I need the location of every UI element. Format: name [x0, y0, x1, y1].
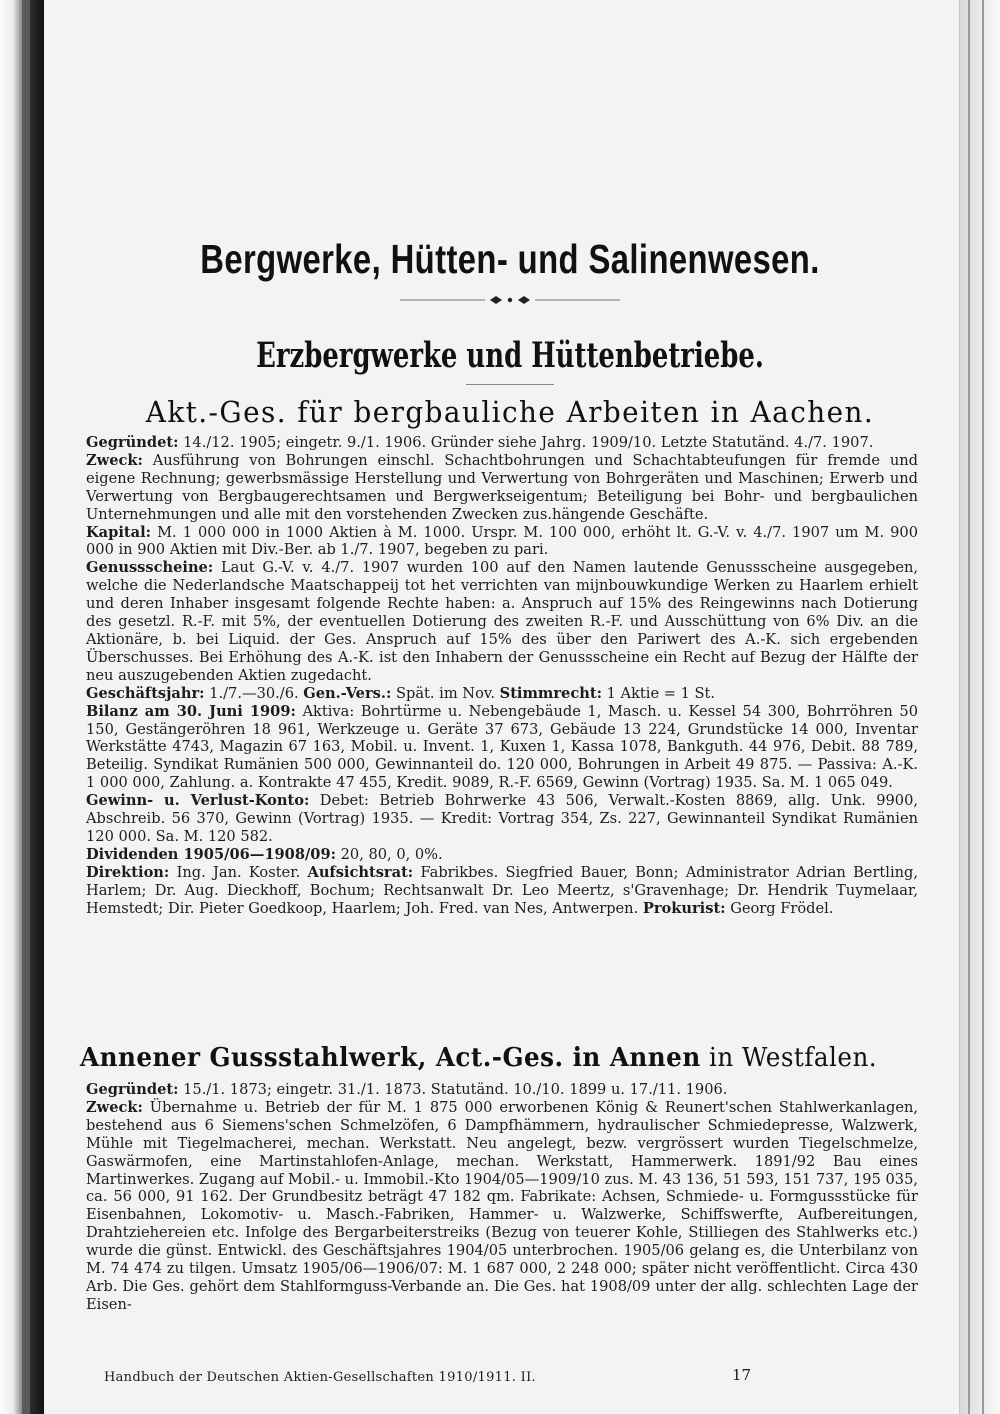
field-label: Direktion:: [86, 863, 170, 881]
entry-paragraph: [86, 846, 918, 864]
company-title-2-main: Annener Gussstahlwerk, Act.-Ges. in Annen: [80, 1042, 701, 1073]
entry-paragraph: [86, 452, 918, 524]
field-label: Geschäftsjahr:: [86, 684, 205, 702]
subsection-title: Erzbergwerke und Hüttenbetriebe.: [256, 335, 764, 376]
company-title-2-tail: in Westfalen.: [700, 1042, 878, 1073]
field-text: 1./7.—30./6.: [204, 684, 304, 702]
field-text: Laut G.-V. v. 4./7. 1907 wurden 100 auf den Namen lautende Genussscheine ausgegeben, welche die Nederlandsche Maatschappeij tot het verrichten van mijnbouwkundige Werken zu Haarlem erhielt und deren Inhaber insgesamt folgende Rechte haben: a. Anspruch auf 15% des Reingewinns nach Dotierung des gesetzl. R.-F. mit 5%, der eventuellen Dotierung des zweiten R.-F. und Ausschüttung von 6% Div. an die Aktionäre, b. bei Liquid. der Ges. Anspruch auf 15% des über den Pariwert des A.-K. sich ergebenden Überschusses. Bei Erhöhung des A.-K. ist den Inhabern der Genussscheine ein Recht auf Bezug der Hälfte der neu auszugebenden Aktien zugedacht.: [86, 559, 918, 684]
company-entry-2: [86, 1081, 918, 1314]
field-text: Debet: Betrieb Bohrwerke 43 506, Verwalt.-Kosten 8869, allg. Unk. 9900, Abschreib. 56 370, Gewinn (Vortrag) 1935. — Kredit: Vortrag 354, Zs. 227, Gewinnanteil Syndikat Rumänien 120 000. Sa. M. 120 582.: [86, 792, 919, 845]
entry-paragraph: [86, 703, 918, 793]
field-label: Genussscheine:: [86, 559, 214, 577]
scan-left-edge: [0, 0, 44, 1414]
field-text: Ausführung von Bohrungen einschl. Schachtbohrungen und Schachtabteufungen für fremde und eigene Rechnung; gewerbsmässige Herstellung und Verwertung von Bohrgeräten und Maschinen; Erwerb und Verwertung von Bergbaugerechtsamen und Bergwerkseigentum; Beteiligung bei Bohr- und bergbaulichen Unternehmungen und alle mit den vorstehenden Zwecken zus.hängende Geschäfte.: [86, 451, 918, 523]
field-label: Gegründet:: [86, 434, 179, 451]
field-text: Aktiva: Bohrtürme u. Nebengebäude 1, Masch. u. Kessel 54 300, Bohrröhren 50 150, Gestängeröhren 18 961, Werkzeuge u. Geräte 37 673, Gebäude 13 224, Grundstücke 14 000, Inventar Werkstätte 4743, Magazin 67 163, Mobil. u. Invent. 1, Kuxen 1, Kassa 1078, Bankguth. 44 976, Debit. 88 789, Beteilig. Syndikat Rumänien 500 000, Gewinnanteil do. 120 000, Bohrungen in Arbeit 49 875. — Passiva: A.-K. 1 000 000, Zahlung. a. Kontrakte 47 455, Kredit. 9089, R.-F. 6569, Gewinn (Vortrag) 1935. Sa. M. 1 065 049.: [86, 702, 918, 792]
field-label: Zweck:: [86, 1098, 143, 1116]
entry-paragraph: [86, 559, 918, 684]
field-text: M. 1 000 000 in 1000 Aktien à M. 1000. Urspr. M. 100 000, erhöht lt. G.-V. v. 4./7. 1907 um M. 900 000 in 900 Aktien mit Div.-Ber. ab 1./7. 1907, begeben zu pari.: [86, 523, 918, 559]
entry-paragraph: [86, 1081, 918, 1099]
field-text: 14./12. 1905; eingetr. 9./1. 1906. Gründer siehe Jahrg. 1909/10. Letzte Statutänd. 4./7. 1907.: [178, 434, 874, 451]
field-text: Spät. im Nov.: [391, 684, 500, 702]
field-text: 20, 80, 0, 0%.: [336, 845, 443, 863]
field-label: Kapital:: [86, 523, 152, 541]
page-number: 17: [732, 1366, 752, 1384]
field-text: Ing. Jan. Koster.: [169, 863, 308, 881]
divider: [466, 384, 554, 385]
field-label: Bilanz am 30. Juni 1909:: [86, 702, 296, 720]
field-label: Gegründet:: [86, 1081, 179, 1098]
page-footer: Handbuch der Deutschen Aktien-Gesellschaften 1910/1911. II.: [104, 1370, 536, 1385]
company-title-2: [80, 1042, 878, 1073]
ornament-divider-icon: [390, 290, 630, 310]
entry-paragraph: [86, 864, 918, 918]
scan-right-edge: [959, 0, 1000, 1414]
entry-paragraph: [86, 434, 918, 452]
entry-paragraph: [86, 1099, 918, 1314]
field-label: Gewinn- u. Verlust-Konto:: [86, 792, 310, 810]
company-entry-1: [86, 434, 918, 917]
field-text: Georg Frödel.: [725, 899, 834, 917]
document-page: [60, 0, 960, 1414]
entry-paragraph: [86, 524, 918, 560]
entry-paragraph: [86, 685, 918, 703]
section-title: Bergwerke, Hütten- und Salinenwesen.: [200, 236, 820, 282]
field-label: Stimmrecht:: [499, 684, 602, 702]
field-text: Übernahme u. Betrieb der für M. 1 875 000 erworbenen König & Reunert'schen Stahlwerkanlagen, bestehend aus 6 Siemens'schen Schmelzöfen, 6 Dampfhämmern, hydraulischer Schmiedepresse, Walzwerk, Mühle mit Tiegelmacherei, mechan. Werkstatt. Neu angelegt, bezw. vergrössert wurden Tiegelschmelze, Gaswärmofen, eine Martinstahlofen-Anlage, mechan. Werkstatt, Hammerwerk. 1891/92 Bau eines Martinwerkes. Zugang auf Mobil.- u. Immobil.-Kto 1904/05—1909/10 zus. M. 43 136, 51 593, 151 737, 195 035, ca. 56 000, 91 162. Der Grundbesitz beträgt 47 182 qm. Fabrikate: Achsen, Schmiede- u. Formgussstücke für Eisenbahnen, Lokomotiv- u. Masch.-Fabriken, Hammer- u. Walzwerke, Schiffswerfte, Aufbereitungen, Drahtziehereien etc. Infolge des Bergarbeiterstreiks (Bezug von teuerer Kohle, Stilliegen des Stahlwerks etc.) wurde die günst. Entwickl. des Geschäftsjahres 1904/05 unterbrochen. 1905/06 gelang es, die Unterbilanz von M. 74 474 zu tilgen. Umsatz 1905/06—1906/07: M. 1 687 000, 2 248 000; später nicht veröffentlicht. Circa 430 Arb. Die Ges. gehört dem Stahlformguss-Verbande an. Die Ges. hat 1908/09 unter der allg. schlechten Lage der Eisen-: [86, 1098, 918, 1313]
company-title: Akt.-Ges. für bergbauliche Arbeiten in Aachen.: [145, 395, 875, 429]
field-label: Gen.-Vers.:: [303, 684, 392, 702]
field-text: 1 Aktie = 1 St.: [601, 684, 716, 702]
field-text: 15./1. 1873; eingetr. 31./1. 1873. Statutänd. 10./10. 1899 u. 17./11. 1906.: [178, 1081, 728, 1098]
field-label: Zweck:: [86, 451, 143, 469]
field-label: Prokurist:: [642, 899, 726, 917]
entry-paragraph: [86, 792, 918, 846]
field-label: Dividenden 1905/06—1908/09:: [86, 845, 336, 863]
field-text: Fabrikbes. Siegfried Bauer, Bonn; Administrator Adrian Bertling, Harlem; Dr. Aug. Dieckhoff, Bochum; Rechtsanwalt Dr. Leo Meertz, s'Gravenhage; Dr. Hendrik Tuymelaar, Hemstedt; Dir. Pieter Goedkoop, Haarlem; Joh. Fred. van Nes, Antwerpen.: [86, 863, 918, 917]
field-label: Aufsichtsrat:: [307, 863, 414, 881]
